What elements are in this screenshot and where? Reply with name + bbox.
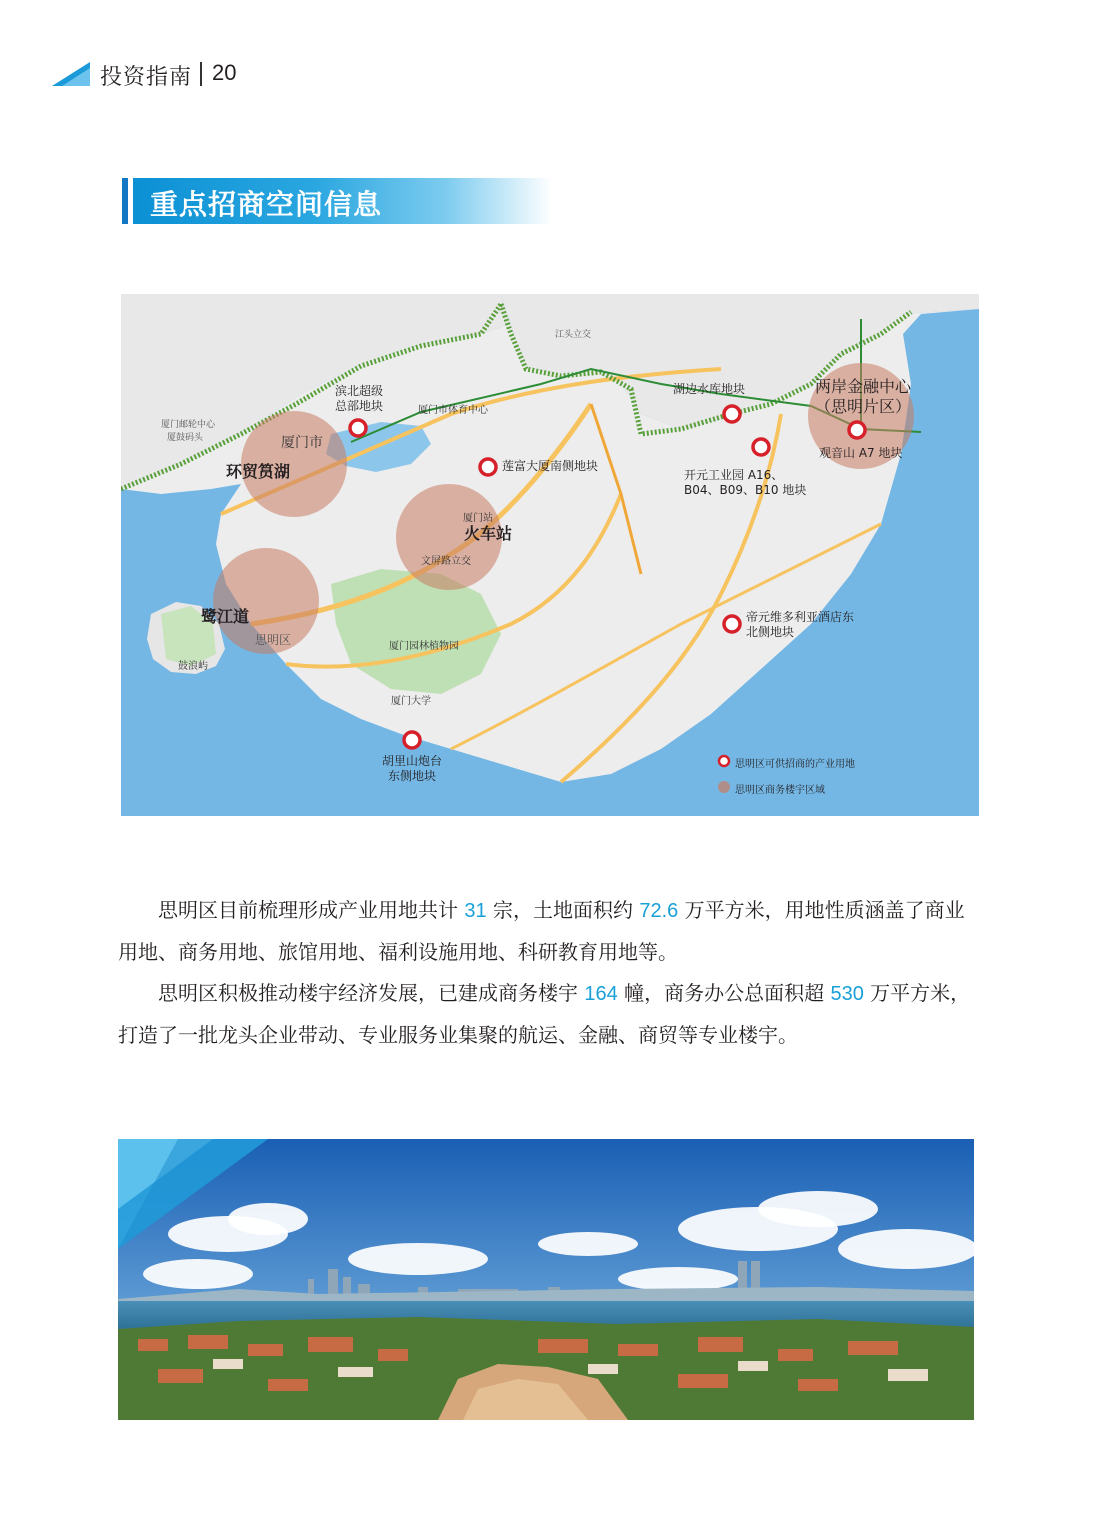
plot-label-binbei: 滨北超级 总部地块 <box>334 384 383 413</box>
label-xiamen-city: 厦门市 <box>281 435 323 451</box>
panorama-illustration <box>118 1139 974 1420</box>
zone-label-railway: 火车站 <box>464 524 513 543</box>
header-logo-icon <box>52 62 92 86</box>
plot-label-hulishan: 胡里山炮台 东侧地块 <box>381 754 442 783</box>
plot-marker-kaiyuan <box>753 439 769 455</box>
label-pier: 厦门邮轮中心 <box>161 420 216 430</box>
label-gulangyu: 鼓浪屿 <box>178 661 208 672</box>
legend-zone-label: 思明区商务楼宇区域 <box>735 785 825 796</box>
stat-land-area: 72.6 <box>639 900 679 922</box>
stat-office-area: 530 <box>830 983 864 1005</box>
section-banner <box>122 178 552 224</box>
plot-label-guanyinshan: 观音山 A7 地块 <box>819 446 903 460</box>
paragraph-land: 思明区目前梳理形成产业用地共计 31 宗，土地面积约 72.6 万平方米，用地性质涵盖了商业用地、商务用地、旅馆用地、福利设施用地、科研教育用地等。 <box>118 898 965 964</box>
plot-marker-hulishan <box>404 732 420 748</box>
plot-marker-hubian <box>724 406 740 422</box>
plot-marker-binbei <box>350 420 366 436</box>
stat-building-count: 164 <box>584 983 618 1005</box>
stat-land-count: 31 <box>464 900 487 922</box>
plot-label-hubian: 湖边水库地块 <box>673 382 746 396</box>
paragraph-buildings: 思明区积极推动楼宇经济发展，已建成商务楼宇 164 幢，商务办公总面积超 530 万平方米，打造了一批龙头企业带动、专业服务业集聚的航运、金融、商贸等专业楼宇。 <box>118 981 971 1047</box>
legend-plot-label: 思明区可供招商的产业用地 <box>735 759 855 770</box>
section-title: 重点招商空间信息 <box>150 188 383 221</box>
map-graphic <box>121 294 979 816</box>
plot-label-lianfu: 莲富大厦南侧地块 <box>502 459 599 473</box>
panorama-photo <box>118 1139 974 1420</box>
legend-plot-icon <box>719 756 729 766</box>
page-header <box>52 58 452 90</box>
label-jiangtou: 江头立交 <box>555 330 592 340</box>
investment-map <box>121 294 979 816</box>
label-siming: 思明区 <box>255 633 292 647</box>
plot-marker-guanyinshan <box>849 422 865 438</box>
label-stadium: 厦门市体育中心 <box>418 405 488 416</box>
label-university: 厦门大学 <box>391 696 431 707</box>
plot-marker-lianfu <box>480 459 496 475</box>
page-number: 20 <box>212 60 237 85</box>
label-station: 厦门站 <box>463 513 493 524</box>
zone-label-finance: 两岸金融中心 （思明片区） <box>814 377 911 416</box>
header-divider <box>200 62 202 86</box>
plot-marker-diyuan <box>724 616 740 632</box>
label-pier2: 厦鼓码头 <box>167 433 204 443</box>
zone-label-lujiang: 鹭江道 <box>201 607 250 626</box>
body-text <box>118 890 978 1056</box>
header-title: 投资指南 <box>100 65 193 90</box>
label-wenping: 文屏路立交 <box>421 556 471 567</box>
label-botanical: 厦门园林植物园 <box>389 641 459 652</box>
zone-label-yundang: 环贸筼湖 <box>226 462 291 481</box>
plot-label-diyuan: 帝元维多利亚酒店东 北侧地块 <box>746 610 855 639</box>
legend-zone-icon <box>718 781 730 793</box>
plot-label-kaiyuan: 开元工业园 A16、 B04、B09、B10 地块 <box>684 468 807 497</box>
